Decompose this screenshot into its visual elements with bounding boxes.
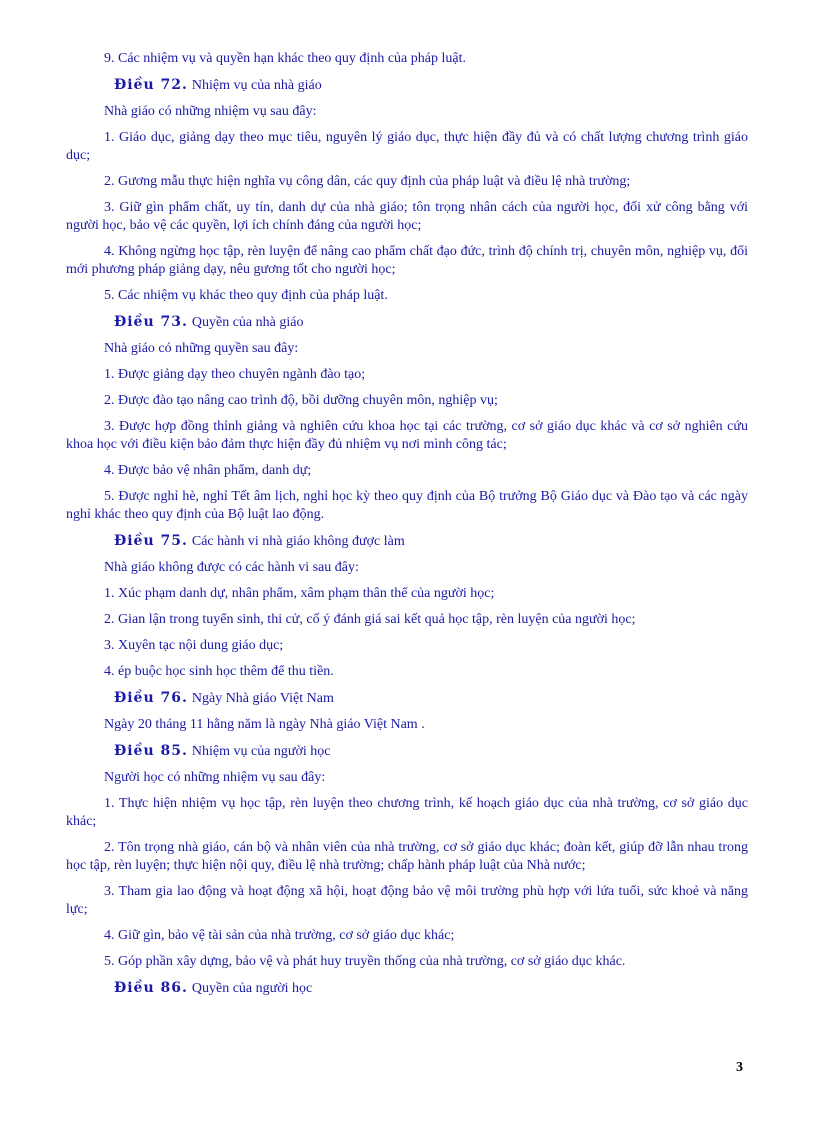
paragraph: 1. Xúc phạm danh dự, nhân phẩm, xâm phạm thân thể của người học;: [104, 586, 495, 601]
paragraph: 5. Được nghỉ hè, nghỉ Tết âm lịch, nghỉ học kỳ theo quy định của Bộ trưởng Bộ Giáo dục và Đào tạo và các ngày nghỉ khác theo quy định của Bộ luật lao động.: [66, 489, 748, 522]
article-heading: [66, 742, 748, 761]
article-title: Quyền của người học: [191, 981, 313, 996]
article-number: Điều 72.: [114, 77, 188, 93]
paragraph: 3. Xuyên tạc nội dung giáo dục;: [104, 638, 284, 653]
paragraph: 9. Các nhiệm vụ và quyền hạn khác theo quy định của pháp luật.: [104, 51, 466, 66]
article-heading: [66, 979, 748, 998]
paragraph: 3. Được hợp đồng thỉnh giảng và nghiên cứu khoa học tại các trường, cơ sở giáo dục khác và cơ sở nghiên cứu khoa học với điều kiện bảo đảm thực hiện đầy đủ nhiệm vụ nơi mình công tác;: [66, 419, 748, 452]
paragraph: Nhà giáo có những nhiệm vụ sau đây:: [104, 104, 317, 119]
paragraph: 2. Được đào tạo nâng cao trình độ, bồi dưỡng chuyên môn, nghiệp vụ;: [104, 393, 498, 408]
paragraph: 4. Không ngừng học tập, rèn luyện để nâng cao phẩm chất đạo đức, trình độ chính trị, chuyên môn, nghiệp vụ, đổi mới phương pháp giảng dạy, nêu gương tốt cho người học;: [66, 244, 748, 277]
paragraph: 4. Giữ gìn, bảo vệ tài sản của nhà trường, cơ sở giáo dục khác;: [104, 928, 455, 943]
article-heading: [66, 313, 748, 332]
paragraph: 5. Góp phần xây dựng, bảo vệ và phát huy truyền thống của nhà trường, cơ sở giáo dục khác.: [104, 954, 626, 969]
paragraph: 2. Gian lận trong tuyển sinh, thi cử, cố ý đánh giá sai kết quả học tập, rèn luyện của người học;: [104, 612, 636, 627]
article-heading: [66, 76, 748, 95]
article-heading: [66, 532, 748, 551]
article-number: Điều 75.: [114, 533, 188, 549]
article-title: Nhiệm vụ của nhà giáo: [191, 78, 322, 93]
paragraph: Nhà giáo có những quyền sau đây:: [104, 341, 299, 356]
document-body: [66, 50, 748, 1006]
paragraph: Ngày 20 tháng 11 hằng năm là ngày Nhà giáo Việt Nam .: [104, 717, 425, 732]
article-title: Quyền của nhà giáo: [191, 315, 304, 330]
article-number: Điều 76.: [114, 690, 188, 706]
paragraph: 3. Giữ gìn phẩm chất, uy tín, danh dự của nhà giáo; tôn trọng nhân cách của người học, đối xử công bằng với người học, bảo vệ các quyền, lợi ích chính đáng của người học;: [66, 200, 748, 233]
article-heading: [66, 689, 748, 708]
article-title: Nhiệm vụ của người học: [191, 744, 331, 759]
paragraph: 2. Tôn trọng nhà giáo, cán bộ và nhân viên của nhà trường, cơ sở giáo dục khác; đoàn kết, giúp đỡ lẫn nhau trong học tập, rèn luyện; thực hiện nội quy, điều lệ nhà trường; chấp hành pháp luật của Nhà nước;: [66, 840, 748, 873]
paragraph: 3. Tham gia lao động và hoạt động xã hội, hoạt động bảo vệ môi trường phù hợp với lứa tuổi, sức khoẻ và năng lực;: [66, 884, 748, 917]
paragraph: Người học có những nhiệm vụ sau đây:: [104, 770, 326, 785]
paragraph: 1. Giáo dục, giảng dạy theo mục tiêu, nguyên lý giáo dục, thực hiện đầy đủ và có chất lượng chương trình giáo dục;: [66, 130, 748, 163]
paragraph: 4. ép buộc học sinh học thêm để thu tiền.: [104, 664, 334, 679]
article-number: Điều 73.: [114, 314, 188, 330]
article-title: Ngày Nhà giáo Việt Nam: [191, 691, 334, 706]
article-number: Điều 86.: [114, 980, 188, 996]
article-number: Điều 85.: [114, 743, 188, 759]
paragraph: 5. Các nhiệm vụ khác theo quy định của pháp luật.: [104, 288, 388, 303]
paragraph: 1. Được giảng dạy theo chuyên ngành đào tạo;: [104, 367, 366, 382]
paragraph: 2. Gương mẫu thực hiện nghĩa vụ công dân, các quy định của pháp luật và điều lệ nhà trường;: [104, 174, 631, 189]
article-title: Các hành vi nhà giáo không được làm: [191, 534, 405, 549]
page-number: 3: [736, 1060, 743, 1075]
paragraph: 1. Thực hiện nhiệm vụ học tập, rèn luyện theo chương trình, kế hoạch giáo dục của nhà trường, cơ sở giáo dục khác;: [66, 796, 748, 829]
paragraph: Nhà giáo không được có các hành vi sau đây:: [104, 560, 359, 575]
paragraph: 4. Được bảo vệ nhân phẩm, danh dự;: [104, 463, 312, 478]
